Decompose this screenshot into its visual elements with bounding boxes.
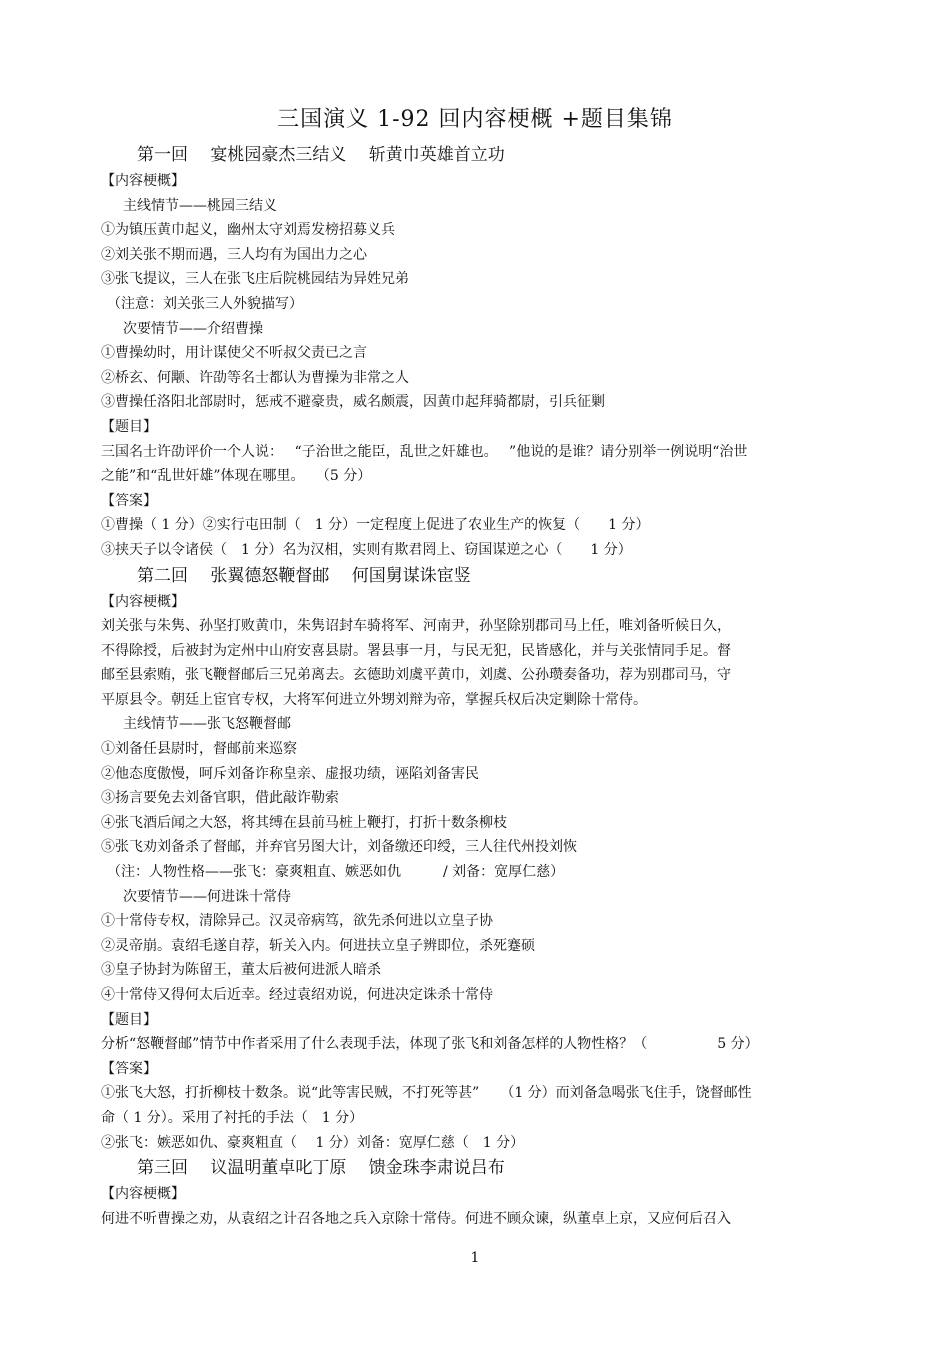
text-line: ④十常侍又得何太后近幸。经过袁绍劝说，何进决定诛杀十常侍 <box>101 987 493 1003</box>
text-line: 【内容梗概】 <box>101 1186 185 1203</box>
text-line: 刘关张与朱隽、孙坚打败黄巾，朱隽诏封车骑将军、河南尹，孙坚除别郡司马上任，唯刘备听候日久， <box>101 618 731 635</box>
text-line: ②张飞：嫉恶如仇、豪爽粗直（ 1 分）刘备：宽厚仁慈（ 1 分） <box>101 1134 525 1151</box>
document-title <box>0 102 950 133</box>
text-line: ①刘备任县尉时，督邮前来巡察 <box>101 741 297 758</box>
text-line: 【答案】 <box>101 492 157 509</box>
text-line: ③皇子协封为陈留王，董太后被何进派人暗杀 <box>101 962 381 979</box>
text-line: 【内容梗概】 <box>101 173 185 189</box>
text-line: 【答案】 <box>101 1060 157 1077</box>
text-line: ②刘关张不期而遇，三人均有为国出力之心 <box>101 246 367 263</box>
text-line: ③曹操任洛阳北部尉时，惩戒不避豪贵，威名颇震，因黄巾起拜骑都尉，引兵征剿 <box>101 394 605 411</box>
text-line: 三国名士许劭评价一个人说： “子治世之能臣，乱世之奸雄也。 ”他说的是谁？请分别举一例说明“治世 <box>101 443 748 460</box>
text-line: 平原县令。朝廷上宦官专权，大将军何进立外甥刘辩为帝，掌握兵权后决定剿除十常侍。 <box>101 691 647 708</box>
text-line: 【题目】 <box>101 1011 157 1028</box>
text-line: 主线情节——张飞怒鞭督邮 <box>123 716 291 733</box>
text-line: ②桥玄、何颙、许劭等名士都认为曹操为非常之人 <box>101 369 409 386</box>
text-line: ③扬言要免去刘备官职，借此敲诈勒索 <box>101 790 339 807</box>
text-line: ①为镇压黄巾起义，幽州太守刘焉发榜招募义兵 <box>101 222 395 239</box>
text-line: ①十常侍专权，清除异己。汉灵帝病笃，欲先杀何进以立皇子协 <box>101 913 493 930</box>
chapter-heading: 第二回 张翼德怒鞭督邮 何国舅谋诛宦竖 <box>137 565 471 586</box>
text-line: 【内容梗概】 <box>101 593 185 610</box>
page-number: 1 <box>470 1250 480 1266</box>
text-line: 命（ 1 分）。采用了衬托的手法（ 1 分） <box>101 1109 364 1126</box>
text-line: 邮至县索贿，张飞鞭督邮后三兄弟离去。玄德助刘虞平黄巾，刘虞、公孙瓒奏备功，荐为别郡司马，守 <box>101 667 731 684</box>
text-line: ③挟天子以令诸侯（ 1 分）名为汉相，实则有欺君罔上、窃国谋逆之心（ 1 分） <box>101 541 632 558</box>
text-line: 次要情节——介绍曹操 <box>123 320 263 337</box>
text-line: ③张飞提议，三人在张飞庄后院桃园结为异姓兄弟 <box>101 271 409 288</box>
text-line: ①张飞大怒，打折柳枝十数条。说“此等害民贼，不打死等甚” （1 分）而刘备急喝张飞住手，饶督邮性 <box>101 1085 752 1102</box>
text-line: ①曹操幼时，用计谋使父不听叔父责已之言 <box>101 345 367 362</box>
text-line: 之能”和“乱世奸雄”体现在哪里。 （5 分） <box>101 468 372 485</box>
text-line: 主线情节——桃园三结义 <box>123 197 277 214</box>
text-line: 【题目】 <box>101 418 157 435</box>
document-body <box>101 142 841 1231</box>
text-line: ④张飞酒后闻之大怒，将其缚在县前马桩上鞭打，打折十数条柳枝 <box>101 814 507 831</box>
text-line: （注意：刘关张三人外貌描写） <box>107 295 303 312</box>
text-line: 分析“怒鞭督邮”情节中作者采用了什么表现手法，体现了张飞和刘备怎样的人物性格？（ 5 分） <box>101 1036 759 1053</box>
text-line: 不得除授，后被封为定州中山府安喜县尉。署县事一月，与民无犯，民皆感化，并与关张情同手足。督 <box>101 642 731 659</box>
chapter-heading: 第一回 宴桃园豪杰三结义 斩黄巾英雄首立功 <box>137 145 505 165</box>
text-line: ②他态度傲慢，呵斥刘备诈称皇亲、虚报功绩，诬陷刘备害民 <box>101 765 479 782</box>
text-line: ①曹操（ 1 分）②实行屯田制（ 1 分）一定程度上促进了农业生产的恢复（ 1 分） <box>101 517 650 534</box>
text-line: （注：人物性格——张飞：豪爽粗直、嫉恶如仇 / 刘备：宽厚仁慈） <box>107 864 565 881</box>
chapter-heading: 第三回 议温明董卓叱丁原 馈金珠李肃说吕布 <box>137 1158 505 1179</box>
text-line: ②灵帝崩。袁绍毛遂自荐，斩关入内。何进扶立皇子辨即位，杀死蹇硕 <box>101 937 535 954</box>
text-line: ⑤张飞劝刘备杀了督邮，并弃官另图大计，刘备缴还印绶，三人往代州投刘恢 <box>101 839 577 856</box>
text-line: 次要情节——何进诛十常侍 <box>123 888 291 905</box>
text-line: 何进不听曹操之劝，从袁绍之计召各地之兵入京除十常侍。何进不顾众谏，纵董卓上京，又应何后召入 <box>101 1210 731 1227</box>
title-text: 三国演义 1-92 回内容梗概 +题目集锦 <box>277 107 673 132</box>
